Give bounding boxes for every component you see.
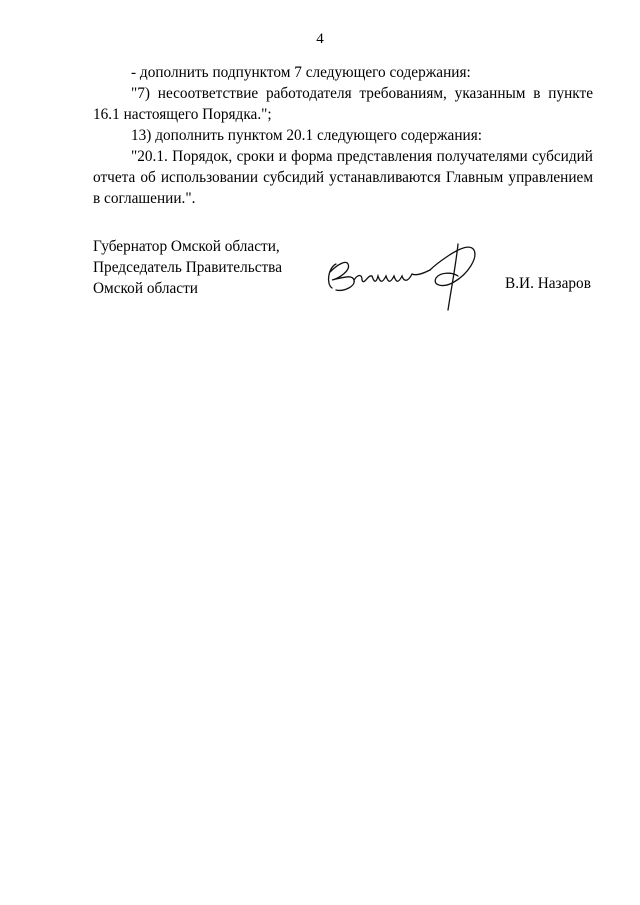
document-body bbox=[93, 62, 593, 209]
signatory-title-line: Омской области bbox=[93, 280, 198, 297]
handwritten-signature bbox=[318, 234, 488, 314]
page-number: 4 bbox=[316, 31, 324, 47]
signatory-title-line: Председатель Правительства bbox=[93, 259, 282, 276]
signatory-name: В.И. Назаров bbox=[505, 275, 591, 292]
paragraph-subpoint-7-text: "7) несоответствие работодателя требованиям, указанным в пункте 16.1 настоящего Порядка."; bbox=[93, 85, 593, 123]
signatory-title-line: Губернатор Омской области, bbox=[93, 238, 280, 255]
signatory-title bbox=[93, 236, 282, 299]
paragraph-subpoint-7: - дополнить подпунктом 7 следующего содержания: bbox=[131, 64, 471, 81]
paragraph-point-13: 13) дополнить пунктом 20.1 следующего содержания: bbox=[131, 127, 482, 144]
paragraph-point-20-1: "20.1. Порядок, сроки и форма представления получателями субсидий отчета об использовании субсидий устанавливаются Главным управлением в соглашении.". bbox=[93, 148, 593, 207]
